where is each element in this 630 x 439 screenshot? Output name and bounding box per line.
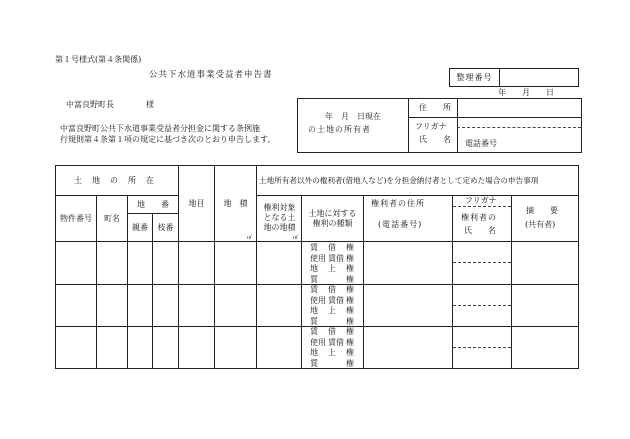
- right-kind-item: 質 権: [310, 358, 354, 368]
- right-kind-item: 使用 賃借 権: [310, 253, 354, 263]
- right-kind-item: 質 権: [310, 274, 354, 284]
- chimoku-header: 地目: [188, 198, 205, 208]
- right-holder-header: 土地所有者以外の権利者(借地人など)を分担金納付者として定めた場合の申告事項: [259, 175, 539, 185]
- right-kind-item: 賃 借 権: [310, 285, 354, 294]
- land-table: [55, 165, 579, 369]
- owner-furigana-field[interactable]: [458, 118, 579, 127]
- chimoku-cell[interactable]: [179, 327, 214, 368]
- area-cell[interactable]: [257, 327, 301, 368]
- right-kind-item: 地 上 権: [310, 264, 354, 273]
- intro-line-1: 中富良野町公共下水道事業受益者分担金に関する条例施: [60, 124, 260, 133]
- holder-name-cell[interactable]: [453, 348, 511, 368]
- holder-address-cell[interactable]: [364, 285, 452, 326]
- property-no-cell[interactable]: [57, 242, 96, 284]
- oyaban-cell[interactable]: [128, 327, 152, 368]
- chiseki-header: 地 積: [223, 198, 248, 208]
- phone-label: 電話番号: [465, 139, 497, 148]
- town-header: 町名: [104, 213, 120, 223]
- remarks-cell[interactable]: [512, 327, 578, 368]
- owner-block: [297, 98, 582, 153]
- target-area-header: 権利対象となる土地の地積: [263, 203, 296, 232]
- address-label: 住 所: [419, 103, 451, 112]
- right-kind-item: 使用 賃借 権: [310, 337, 354, 347]
- chiseki-cell[interactable]: [215, 285, 256, 326]
- right-type-header: 土地に対する権利の種類: [308, 209, 357, 228]
- chiban-header: 地 番: [137, 199, 169, 209]
- phone-no-header: (電話番号): [378, 220, 423, 229]
- right-kinds-row-1: [310, 243, 354, 285]
- town-cell[interactable]: [97, 242, 127, 284]
- edaban-cell[interactable]: [153, 285, 178, 326]
- holder-address-header: 権利者の住所: [371, 199, 425, 208]
- holder-name-cell[interactable]: [453, 263, 511, 284]
- form-id: 第１号様式(第４条関係): [55, 55, 142, 64]
- area-cell[interactable]: [257, 285, 301, 326]
- oyaban-cell[interactable]: [128, 285, 152, 326]
- right-kind-item: 質 権: [310, 316, 354, 326]
- chiseki-cell[interactable]: [215, 327, 256, 368]
- oyaban-cell[interactable]: [128, 242, 152, 284]
- oyaban-header: 親番: [132, 222, 148, 232]
- holder-address-cell[interactable]: [364, 242, 452, 284]
- remarks-cell[interactable]: [512, 285, 578, 326]
- property-no-cell[interactable]: [57, 285, 96, 326]
- remarks-cell[interactable]: [512, 242, 578, 284]
- co-owner-header: (共有者): [525, 220, 556, 229]
- page-title: 公共下水道事業受益者申告書: [149, 70, 273, 80]
- furigana-header: フリガナ: [465, 196, 497, 205]
- owner-as-of: 年 月 日現在: [325, 112, 381, 121]
- right-kind-item: 地 上 権: [310, 348, 354, 357]
- property-no-header: 物件番号: [60, 213, 92, 223]
- seiri-box: [449, 68, 579, 87]
- chiseki-cell[interactable]: [215, 242, 256, 284]
- property-no-cell[interactable]: [57, 327, 96, 368]
- edaban-cell[interactable]: [153, 242, 178, 284]
- target-area-unit: ㎡: [293, 235, 299, 241]
- right-kind-item: 使用 賃借 権: [310, 295, 354, 305]
- chimoku-cell[interactable]: [179, 285, 214, 326]
- seiri-label: 整理番号: [450, 69, 500, 86]
- holder-address-cell[interactable]: [364, 327, 452, 368]
- right-kinds-row-2: [310, 285, 354, 327]
- intro-line-2: 行規則第４条第１項の規定に基づき次のとおり申告します。: [60, 135, 276, 144]
- remarks-header: 摘 要: [526, 206, 558, 215]
- town-cell[interactable]: [97, 327, 127, 368]
- name-label: 氏 名: [419, 135, 451, 144]
- chimoku-cell[interactable]: [179, 242, 214, 284]
- right-kinds-row-3: [310, 327, 354, 369]
- town-cell[interactable]: [97, 285, 127, 326]
- right-kind-item: 地 上 権: [310, 306, 354, 315]
- owner-address-field[interactable]: [458, 100, 579, 116]
- holder-name-cell[interactable]: [453, 306, 511, 326]
- holder-name-header-2: 氏 名: [464, 226, 496, 235]
- date-line: 年 月 日: [498, 88, 554, 97]
- land-location-header: 土 地 の 所 在: [74, 176, 155, 185]
- owner-of-land: の土地の所有者: [308, 125, 371, 134]
- owner-name-field[interactable]: [458, 128, 579, 139]
- right-kind-item: 賃 借 権: [310, 327, 354, 336]
- furigana-label: フリガナ: [415, 122, 447, 131]
- edaban-cell[interactable]: [153, 327, 178, 368]
- chiseki-unit: ㎡: [247, 235, 253, 241]
- holder-name-header-1: 権利者の: [461, 213, 497, 222]
- edaban-header: 枝番: [157, 222, 174, 232]
- right-kind-item: 賃 借 権: [310, 243, 354, 252]
- addressee: 中富良野町長 様: [66, 100, 154, 109]
- area-cell[interactable]: [257, 242, 301, 284]
